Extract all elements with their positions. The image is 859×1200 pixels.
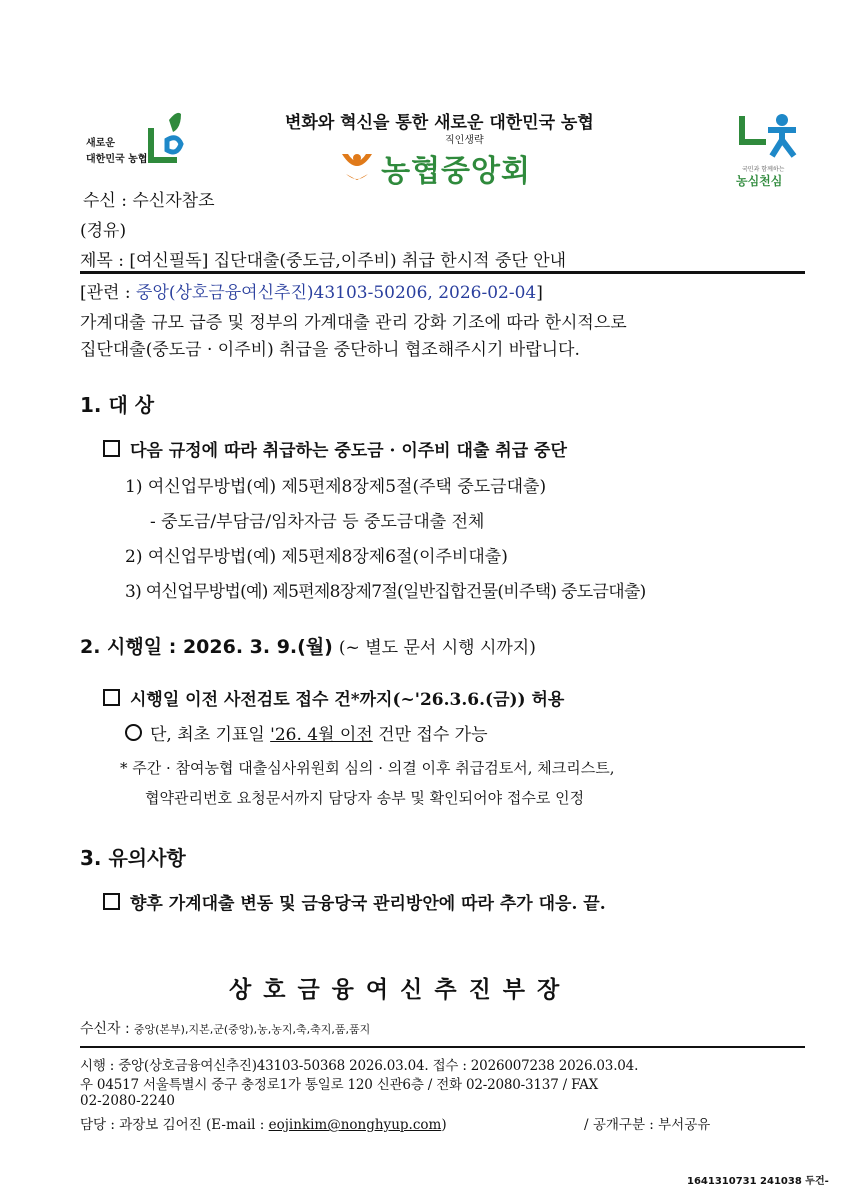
contact-suffix: ) (441, 1117, 447, 1133)
section-2-star-1: * 주간 · 참여농협 대출심사위원회 심의 · 의결 이후 취급검토서, 체크리스트, (120, 759, 615, 777)
recipients-label: 수신자 : (80, 1021, 130, 1037)
recipients-list: 중앙(본부),지본,군(중앙),농,농지,축,축지,품,품지 (133, 1023, 371, 1036)
right-logo (734, 112, 804, 188)
circle-bullet-icon (125, 724, 142, 741)
recipients-line (80, 1018, 370, 1038)
document-stamp: 1641310731 241038 두건- (687, 1176, 829, 1187)
org-name: 농협중앙회 (381, 154, 531, 189)
checkbox-icon (103, 893, 120, 910)
related-reference: 중앙(상호금융여신추진)43103-50206, 2026-02-04 (136, 283, 537, 303)
section-1-sub-1a: - 중도금/부담금/임차자금 등 중도금대출 전체 (150, 512, 485, 532)
footer-divider (80, 1046, 805, 1048)
section-3-item-text: 향후 가계대출 변동 및 금융당국 관리방안에 따라 추가 대응. 끝. (130, 894, 606, 914)
email-link[interactable]: eojinkim@nonghyup.com (268, 1117, 442, 1133)
footer-contact-line (80, 1113, 447, 1133)
intro-line-2: 집단대출(중도금 · 이주비) 취급을 중단하니 협조해주시기 바랍니다. (80, 340, 580, 360)
right-logo-text2: 농심천심 (736, 174, 783, 188)
section-2-title: 2. 시행일 : 2026. 3. 9.(월) (80, 636, 333, 658)
section-2-sub-a: 단, 최초 기표일 (150, 725, 271, 745)
footer-line-3: 02-2080-2240 (80, 1093, 176, 1109)
section-2-sub (125, 720, 488, 745)
section-2-star-2: 협약관리번호 요청문서까지 담당자 송부 및 확인되어야 접수로 인정 (145, 789, 585, 807)
related-prefix: [관련 : (80, 283, 137, 303)
via-line: (경유) (80, 221, 127, 241)
section-3-item (103, 889, 606, 914)
section-1-item (103, 436, 567, 461)
footer-line-2: 우 04517 서울특별시 중구 충정로1가 통일로 120 신관6층 / 전화 02-2080-3137 / FAX (80, 1077, 599, 1093)
right-logo-text1: 국민과 함께하는 (742, 166, 785, 173)
section-2-note: (~ 별도 문서 시행 시까지) (338, 638, 536, 658)
seal-omitted: 직인생략 (445, 135, 484, 146)
footer-line-1: 시행 : 중앙(상호금융여신추진)43103-50368 2026.03.04. 접수 : 2026007238 2026.03.04. (80, 1058, 639, 1074)
section-2-item-text: 시행일 이전 사전검토 접수 건*까지(~'26.3.6.(금)) 허용 (130, 690, 565, 710)
checkbox-icon (103, 689, 120, 706)
left-logo-text1: 새로운 (86, 138, 115, 149)
intro-line-1: 가계대출 규모 급증 및 정부의 가계대출 관리 강화 기조에 따라 한시적으로 (80, 313, 627, 333)
section-1-item-text: 다음 규정에 따라 취급하는 중도금 · 이주비 대출 취급 중단 (130, 441, 567, 461)
related-suffix: ] (536, 283, 543, 303)
section-1-sub-2: 2) 여신업무방법(예) 제5편제8장제6절(이주비대출) (125, 547, 508, 567)
section-2-item (103, 685, 564, 710)
subject-divider (80, 271, 805, 274)
section-1-sub-3: 3) 여신업무방법(예) 제5편제8장제7절(일반집합건물(비주택) 중도금대출) (125, 582, 646, 602)
subject-line: 제목 : [여신필독] 집단대출(중도금,이주비) 취급 한시적 중단 안내 (80, 251, 567, 271)
nh-org-logo (338, 146, 531, 189)
nh-symbol-icon (338, 148, 376, 188)
slogan: 변화와 혁신을 통한 새로운 대한민국 농협 (285, 113, 594, 133)
contact-prefix: 담당 : 과장보 김어진 (E-mail : (80, 1117, 269, 1133)
section-2-sub-emph: '26. 4월 이전 (270, 725, 373, 745)
related-line (80, 278, 543, 303)
section-1-title: 1. 대 상 (80, 393, 155, 417)
checkbox-icon (103, 440, 120, 457)
section-2-title-line (80, 632, 536, 659)
disclosure-label: / 공개구분 : 부서공유 (584, 1117, 711, 1133)
recipient-line: 수신 : 수신자참조 (83, 191, 215, 211)
section-3-title: 3. 유의사항 (80, 846, 186, 870)
section-2-sub-c: 건만 접수 가능 (372, 725, 488, 745)
sender-title: 상 호 금 융 여 신 추 진 부 장 (229, 976, 562, 1003)
nh-leaf-icon (147, 110, 187, 172)
section-1-sub-1: 1) 여신업무방법(예) 제5편제8장제5절(주택 중도금대출) (125, 477, 547, 497)
left-logo (82, 110, 182, 170)
people-icon (736, 112, 802, 164)
left-logo-text2: 대한민국 농협 (86, 154, 148, 165)
